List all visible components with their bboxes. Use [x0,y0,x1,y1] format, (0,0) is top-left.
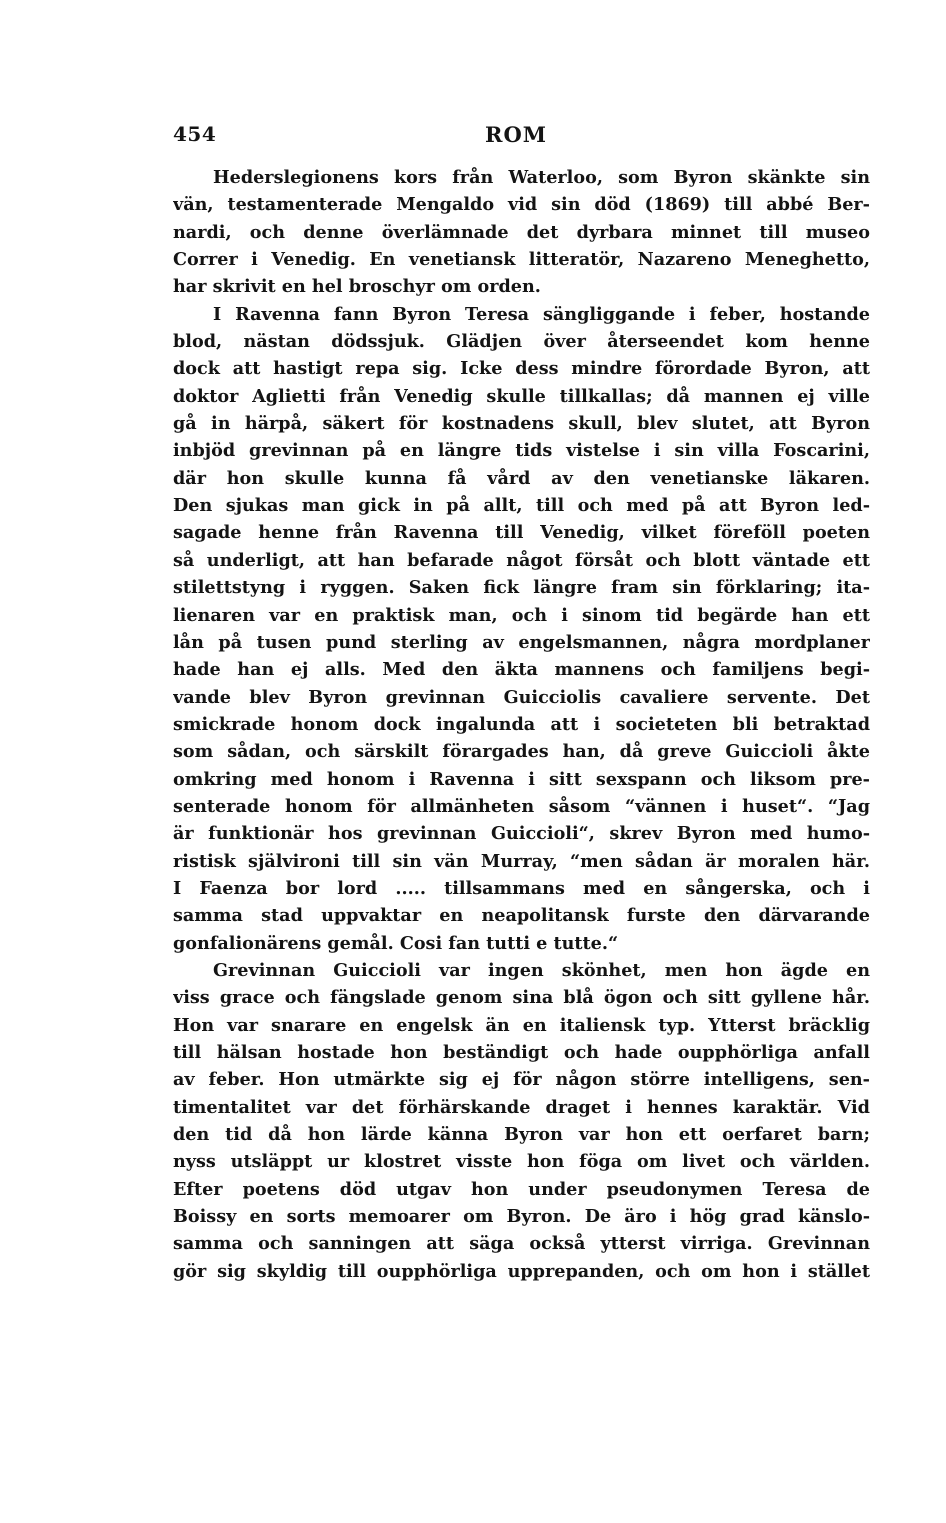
text-line: Hon var snarare en engelsk än en italiensk typ. Ytterst bräcklig [173,1014,870,1036]
text-line: vande blev Byron grevinnan Guicciolis cavaliere servente. Det [173,686,870,708]
text-line: Efter poetens död utgav hon under pseudonymen Teresa de [173,1178,870,1200]
text-line: timentalitet var det förhärskande draget i hennes karaktär. Vid [173,1096,870,1118]
page-header [173,122,873,154]
text-line: är funktionär hos grevinnan Guiccioli“, skrev Byron med humo- [173,823,870,845]
text-line: till hälsan hostade hon beständigt och hade oupphörliga anfall [173,1042,870,1063]
text-line: samma stad uppvaktar en neapolitansk furste den därvarande [173,905,870,927]
text-line: nardi, och denne överlämnade det dyrbara minnet till museo [173,221,870,243]
running-title: ROM [485,122,547,147]
text-line: I Ravenna fann Byron Teresa sängliggande i feber, hostande [213,303,870,325]
text-line: Correr i Venedig. En venetiansk litteratör, Nazareno Meneghetto, [173,249,870,271]
text-line: vän, testamenterade Mengaldo vid sin död (1869) till abbé Ber- [173,194,870,216]
text-line: lån på tusen pund sterling av engelsmannen, några mordplaner [173,631,870,653]
text-line: lienaren var en praktisk man, och i sinom tid begärde han ett [173,604,870,626]
page-number: 454 [173,122,217,146]
body-text [173,164,870,1285]
text-line: Boissy en sorts memoarer om Byron. De äro i hög grad känslo- [173,1206,870,1228]
text-line: I Faenza bor lord ..... tillsammans med en sångerska, och i [173,877,870,899]
text-line: senterade honom för allmänheten såsom “vännen i huset“. “Jag [173,795,870,817]
text-line: gör sig skyldig till oupphörliga upprepanden, och om hon i stället [173,1260,870,1282]
text-line: viss grace och fängslade genom sina blå ögon och sitt gyllene hår. [173,987,870,1009]
text-line: dock att hastigt repa sig. Icke dess mindre förordade Byron, att [173,358,870,380]
text-line: omkring med honom i Ravenna i sitt sexspann och liksom pre- [173,768,870,790]
text-line: nyss utsläppt ur klostret visste hon föga om livet och världen. [173,1151,870,1173]
text-line: sagade henne från Ravenna till Venedig, vilket föreföll poeten [173,522,870,544]
text-line: av feber. Hon utmärkte sig ej för någon större intelligens, sen- [173,1069,870,1091]
text-line: där hon skulle kunna få vård av den venetianske läkaren. [173,467,870,489]
text-line: gonfalionärens gemål. Cosi fan tutti e tutte.“ [173,932,619,954]
text-line: doktor Aglietti från Venedig skulle tillkallas; då mannen ej ville [173,385,870,407]
text-line: som sådan, och särskilt förargades han, då greve Guiccioli åkte [173,741,870,763]
text-line: stilettstyng i ryggen. Saken fick längre fram sin förklaring; ita- [173,577,870,599]
text-line: gå in härpå, säkert för kostnadens skull, blev slutet, att Byron [173,413,870,435]
text-line: inbjöd grevinnan på en längre tids vistelse i sin villa Foscarini, [173,440,870,462]
text-line: hade han ej alls. Med den äkta mannens och familjens begi- [173,659,870,681]
text-line: ristisk självironi till sin vän Murray, “men sådan är moralen här. [173,850,870,872]
text-line: Grevinnan Guiccioli var ingen skönhet, men hon ägde en [213,959,870,981]
text-line: den tid då hon lärde känna Byron var hon ett oerfaret barn; [173,1124,870,1146]
text-line: smickrade honom dock ingalunda att i societeten bli betraktad [173,713,870,735]
text-line: blod, nästan dödssjuk. Glädjen över återseendet kom henne [173,331,870,353]
text-line: Den sjukas man gick in på allt, till och med på att Byron led- [173,495,870,517]
text-line: så underligt, att han befarade något försåt och blott väntade ett [173,549,870,571]
text-line: Hederslegionens kors från Waterloo, som Byron skänkte sin [213,167,870,188]
text-line: samma och sanningen att säga också ytterst virriga. Grevinnan [173,1233,870,1255]
text-line: har skrivit en hel broschyr om orden. [173,276,541,298]
